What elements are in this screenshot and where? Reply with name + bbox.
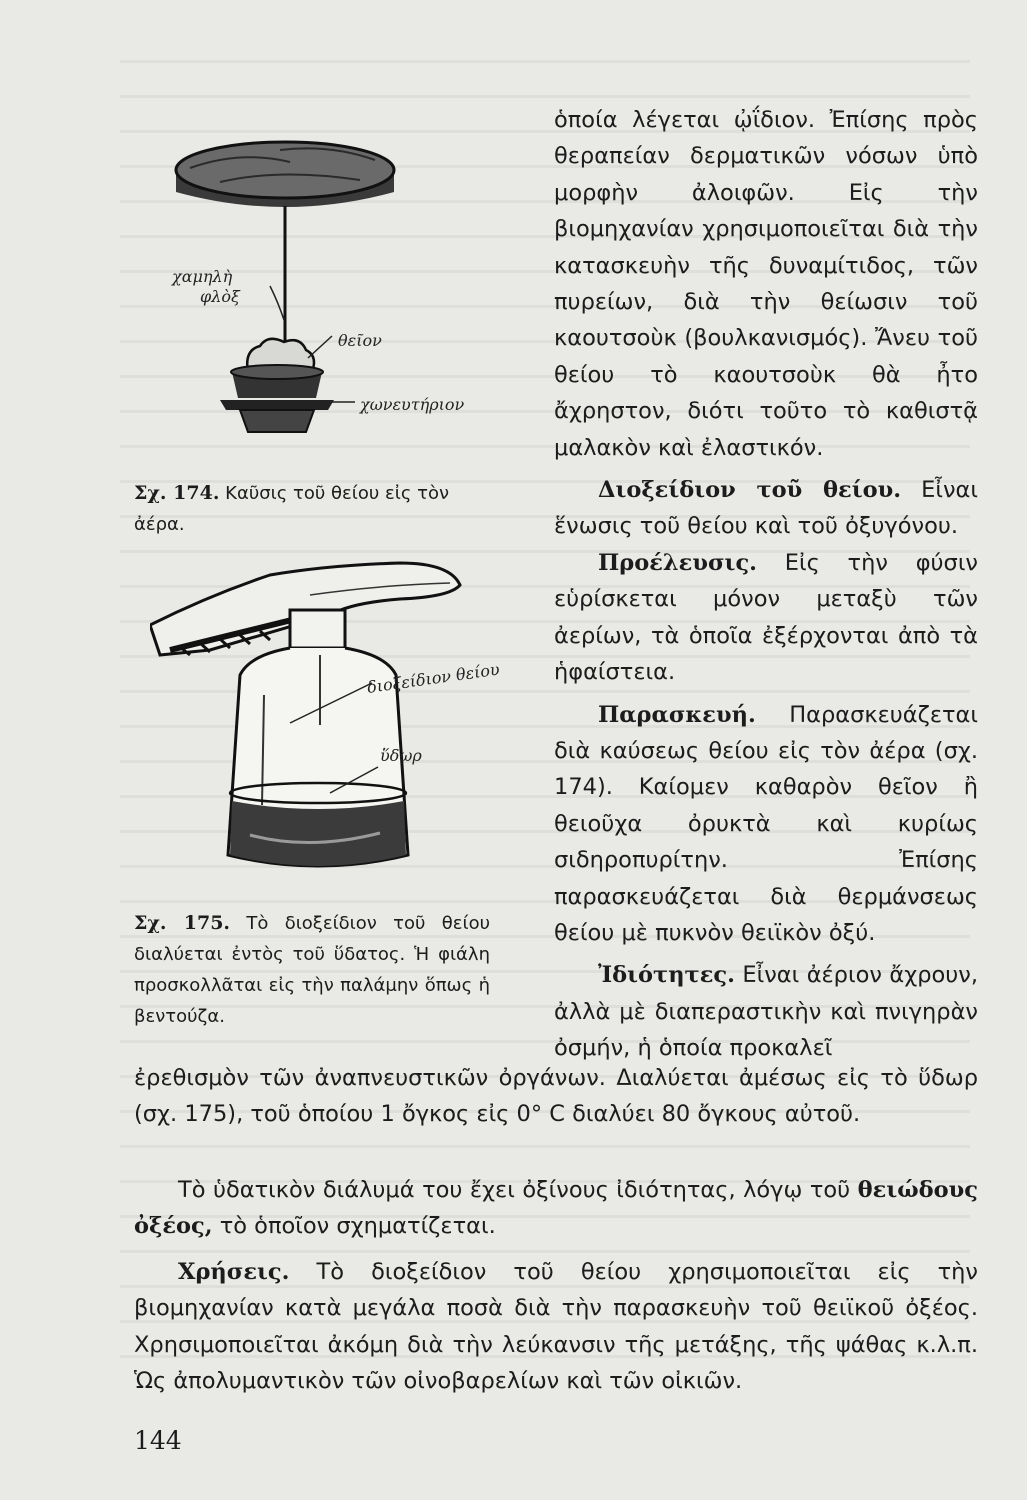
heading-sulfur-dioxide: Διοξείδιον τοῦ θείου. bbox=[598, 477, 902, 504]
text-aqueous-a: Τὸ ὑδατικὸν διάλυμά του ἔχει ὀξίνους ἰδιότητας, λόγῳ τοῦ bbox=[178, 1177, 858, 1203]
heading-origin: Προέλευσις. bbox=[598, 549, 757, 576]
figure-174-illustration bbox=[160, 110, 480, 450]
label-low-flame-line1: χαμηλὴ bbox=[172, 267, 233, 286]
figure-175-caption bbox=[134, 908, 490, 1032]
figure-175-number: Σχ. 175. bbox=[134, 912, 231, 934]
figure-174-caption bbox=[134, 478, 494, 540]
right-text-column bbox=[554, 102, 978, 1067]
crucible bbox=[220, 365, 334, 432]
text-uses: Τὸ διοξείδιον τοῦ θείου χρησιμοποιεῖται εἰς τὴν βιομηχανίαν κατὰ μεγάλα ποσὰ διὰ τὴν παρασκευὴν τοῦ θειϊκοῦ ὀξέος. Χρησιμοποιεῖται ἀκόμη διὰ τὴν λεύκανσιν τῆς μετάξης, τῆς ψάθας κ.λ.π. Ὡς ἀπολυμαντικὸν τῶν οἰνοβαρελίων καὶ τῶν οἰκιῶν. bbox=[134, 1259, 978, 1395]
heading-preparation: Παρασκευή. bbox=[598, 701, 756, 728]
label-sulfur: θεῖον bbox=[338, 331, 382, 350]
label-low-flame-line2: φλὸξ bbox=[200, 287, 240, 306]
paragraph-preparation bbox=[554, 697, 978, 952]
text-preparation: Παρασκευάζεται διὰ καύσεως θείου εἰς τὸν ἀέρα (σχ. 174). Καίομεν καθαρὸν θεῖον ἢ θειοῦχα ὀρυκτὰ καὶ κυρίως σιδηροπυρίτην. Ἐπίσης παρασκευάζεται διὰ θερμάνσεως θείου μὲ πυκνὸν θειϊκὸν ὀξύ. bbox=[554, 701, 978, 946]
text-sulfur-dioxide: Εἶναι ἕνωσις τοῦ θείου καὶ τοῦ ὀξυγόνου. bbox=[554, 477, 978, 540]
text-origin: Εἰς τὴν φύσιν εὑρίσκεται μόνον μεταξὺ τῶν ἀερίων, τὰ ὁποῖα ἐξέρχονται ἀπὸ τὰ ἡφαίστεια. bbox=[554, 549, 978, 686]
term-sulfurous-acid: θειώδους ὀξέος, bbox=[134, 1177, 978, 1240]
heading-uses: Χρήσεις. bbox=[178, 1259, 290, 1285]
deflagrating-disc bbox=[176, 142, 394, 207]
paragraph-uses bbox=[134, 1254, 978, 1400]
paragraph-uses-of-sulfur: ὁποία λέγεται ᾠΐδιον. Ἐπίσης πρὸς θεραπείαν δερματικῶν νόσων ὑπὸ μορφὴν ἀλοιφῶν. Εἰς τὴν βιομηχανίαν χρησιμοποιεῖται διὰ τὴν κατασκευὴν τῆς δυναμίτιδος, τῶν πυρείων, διὰ τὴν θείωσιν τοῦ καουτσοὺκ (βουλκανισμός). Ἄνευ τοῦ θείου τὸ καουτσοὺκ θὰ ἦτο ἄχρηστον, διότι τοῦτο τὸ καθιστᾷ μαλακὸν καὶ ἐλαστικόν. bbox=[554, 107, 978, 461]
figure-175-illustration bbox=[150, 555, 510, 885]
heading-properties: Ἰδιότητες. bbox=[598, 962, 735, 989]
label-water: ὕδωρ bbox=[380, 746, 422, 765]
text-aqueous-c: τὸ ὁποῖον σχηματίζεται. bbox=[212, 1213, 496, 1240]
paragraph-properties-continued: ἐρεθισμὸν τῶν ἀναπνευστικῶν ὀργάνων. Διαλύεται ἀμέσως εἰς τὸ ὕδωρ (σχ. 175), τοῦ ὁποίου 1 ὄγκος εἰς 0° C διαλύει 80 ὄγκους αὐτοῦ. bbox=[134, 1065, 978, 1128]
paragraph-aqueous-solution bbox=[134, 1172, 978, 1245]
page-number: 144 bbox=[134, 1426, 182, 1455]
figure-175-caption-text: Τὸ διοξείδιον τοῦ θείου διαλύεται ἐντὸς τοῦ ὕδατος. Ἡ φιάλη προσκολλᾶται εἰς τὴν παλάμην ὅπως ἡ βεντούζα. bbox=[134, 913, 490, 1027]
figure-174-number: Σχ. 174. bbox=[134, 482, 220, 504]
paragraph-properties bbox=[554, 957, 978, 1066]
label-crucible: χωνευτήριον bbox=[360, 395, 465, 414]
text-properties: Εἶναι ἀέριον ἄχρουν, ἀλλὰ μὲ διαπεραστικὴν καὶ πνιγηρὰν ὀσμήν, ἡ ὁποία προκαλεῖ bbox=[554, 962, 978, 1062]
paragraph-origin bbox=[554, 545, 978, 691]
paragraph-sulfur-dioxide bbox=[554, 472, 978, 545]
figure-174-caption-text: Καῦσις τοῦ θείου εἰς τὸν ἀέρα. bbox=[134, 483, 450, 535]
label-sulfur-dioxide: διοξείδιον θείου bbox=[365, 659, 501, 697]
